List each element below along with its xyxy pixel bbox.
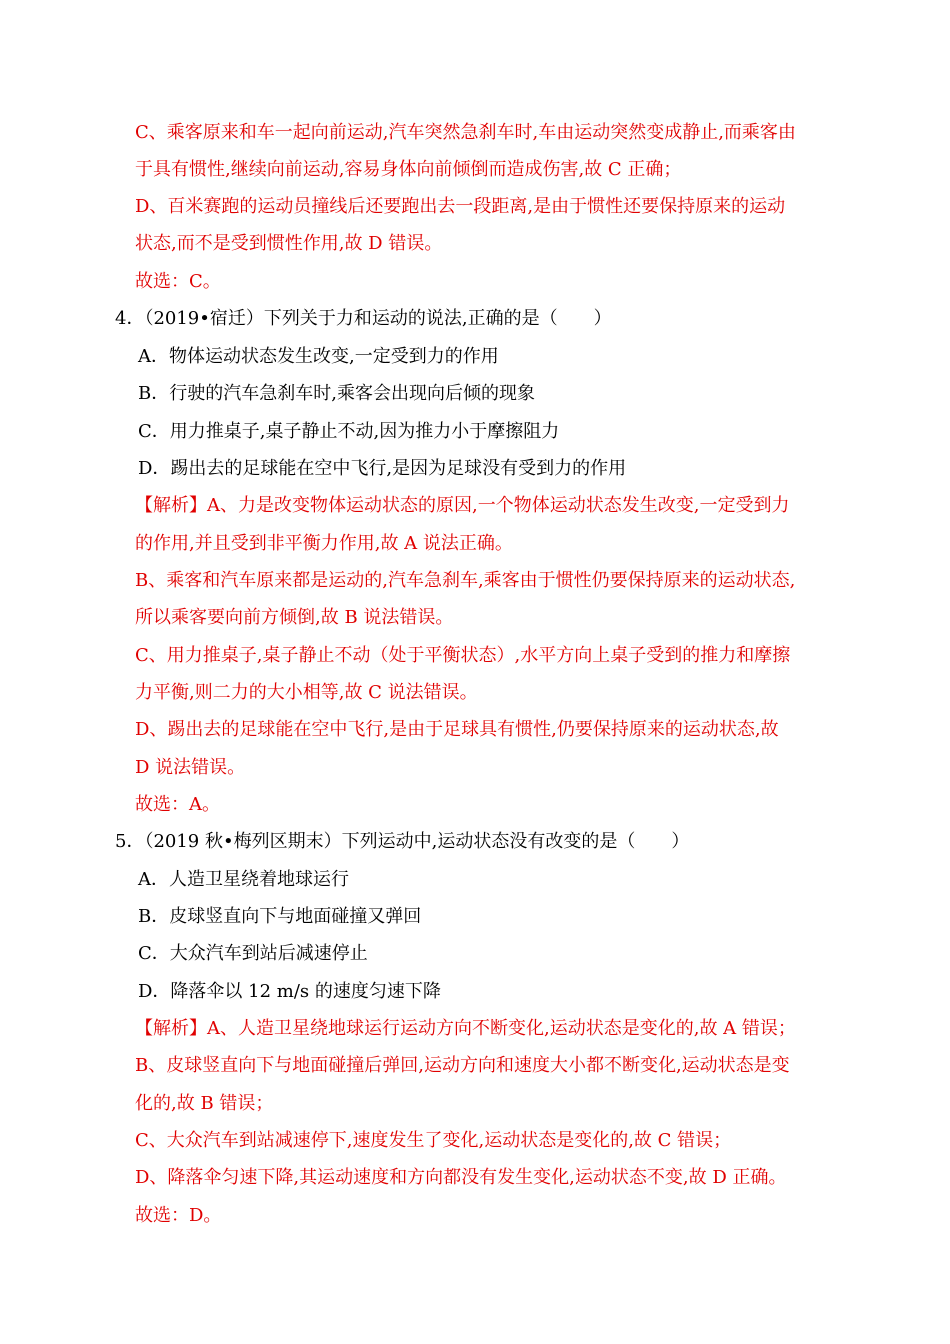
q5-option-a: A．人造卫星绕着地球运行 — [138, 869, 349, 890]
q4-explain-d-line2: D 说法错误。 — [135, 757, 246, 778]
q4-explain-b-line1: B、乘客和汽车原来都是运动的,汽车急刹车,乘客由于惯性仍要保持原来的运动状态, — [135, 570, 796, 591]
q4-option-d: D．踢出去的足球能在空中飞行,是因为足球没有受到力的作用 — [138, 458, 627, 479]
q4-stem-line — [115, 307, 612, 331]
q5-explain-b-line1: B、皮球竖直向下与地面碰撞后弹回,运动方向和速度大小都不断变化,运动状态是变 — [135, 1055, 790, 1076]
q4-option-c: C．用力推桌子,桌子静止不动,因为推力小于摩擦阻力 — [138, 421, 560, 442]
q4-option-b: B．行驶的汽车急刹车时,乘客会出现向后倾的现象 — [138, 383, 535, 404]
q3-explain-c-line1: C、乘客原来和车一起向前运动,汽车突然急刹车时,车由运动突然变成静止,而乘客由 — [135, 122, 796, 143]
q5-answer: 故选：D。 — [135, 1205, 222, 1226]
q5-explain-a-text: A、人造卫星绕地球运行运动方向不断变化,运动状态是变化的,故 A 错误； — [207, 1018, 796, 1039]
q4-option-a: A．物体运动状态发生改变,一定受到力的作用 — [138, 346, 499, 367]
q3-answer: 故选：C。 — [135, 271, 221, 292]
q5-explain-b-line2: 化的,故 B 错误； — [135, 1093, 274, 1114]
q3-explain-c-line2: 于具有惯性,继续向前运动,容易身体向前倾倒而造成伤害,故 C 正确； — [135, 159, 682, 180]
q5-explain-label: 【解析】 — [135, 1018, 207, 1039]
q5-stem: （2019 秋•梅列区期末）下列运动中,运动状态没有改变的是（ ） — [144, 831, 690, 852]
q5-number: 5． — [115, 831, 145, 852]
q5-explain-a-line1 — [135, 1017, 796, 1041]
q4-explain-b-line2: 所以乘客要向前方倾倒,故 B 说法错误。 — [135, 607, 454, 628]
q5-option-b: B．皮球竖直向下与地面碰撞又弹回 — [138, 906, 422, 927]
q4-number: 4． — [115, 308, 145, 329]
q5-explain-c-line1: C、大众汽车到站减速停下,速度发生了变化,运动状态是变化的,故 C 错误； — [135, 1130, 732, 1151]
q5-explain-d-line1: D、降落伞匀速下降,其运动速度和方向都没有发生变化,运动状态不变,故 D 正确。 — [135, 1167, 787, 1188]
q5-option-c: C．大众汽车到站后减速停止 — [138, 943, 368, 964]
q4-answer: 故选：A。 — [135, 794, 220, 815]
q4-explain-a-line2: 的作用,并且受到非平衡力作用,故 A 说法正确。 — [135, 533, 513, 554]
q4-explain-c-line1: C、用力推桌子,桌子静止不动（处于平衡状态）,水平方向上桌子受到的推力和摩擦 — [135, 645, 791, 666]
q4-explain-a-line1 — [135, 494, 789, 518]
q3-explain-d-line1: D、百米赛跑的运动员撞线后还要跑出去一段距离,是由于惯性还要保持原来的运动 — [135, 196, 786, 217]
q3-explain-d-line2: 状态,而不是受到惯性作用,故 D 错误。 — [135, 233, 443, 254]
q5-stem-line — [115, 830, 689, 854]
q4-explain-a-text: A、力是改变物体运动状态的原因,一个物体运动状态发生改变,一定受到力 — [207, 495, 790, 516]
q5-option-d: D．降落伞以 12 m/s 的速度匀速下降 — [138, 981, 441, 1002]
q4-explain-c-line2: 力平衡,则二力的大小相等,故 C 说法错误。 — [135, 682, 478, 703]
q4-explain-label: 【解析】 — [135, 495, 207, 516]
q4-explain-d-line1: D、踢出去的足球能在空中飞行,是由于足球具有惯性,仍要保持原来的运动状态,故 — [135, 719, 779, 740]
q4-stem: （2019•宿迁）下列关于力和运动的说法,正确的是（ ） — [144, 308, 612, 329]
